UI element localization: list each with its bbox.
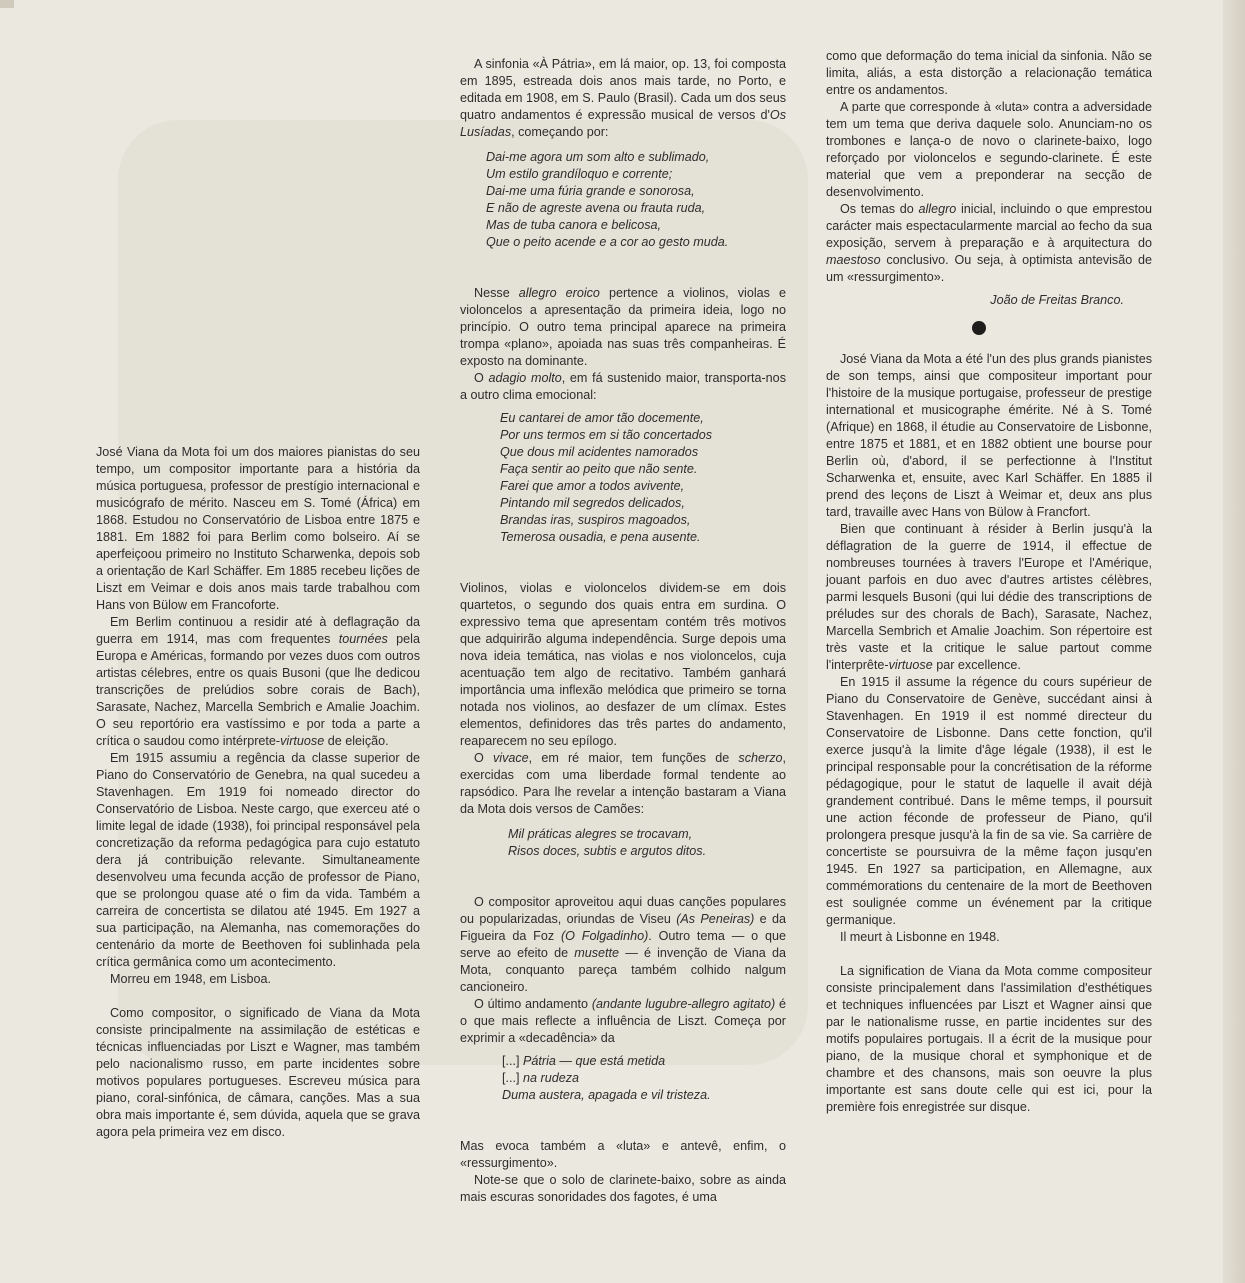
spacer xyxy=(460,1104,786,1138)
analysis-paragraph-3: Os temas do allegro inicial, incluindo o que emprestou carácter mais espectacularmente marcial ao fecho da sua exposição, servem à preparação e à arquitectura do maestoso conclusivo. Ou seja, à optimista antevisão de um «ressurgimento». xyxy=(826,202,1152,284)
verse-block-3 xyxy=(460,826,786,860)
verse-line: Por uns termos em si tão concertados xyxy=(500,428,713,442)
symphony-analysis-column xyxy=(460,56,786,1206)
symphony-paragraph-1: A sinfonia «À Pátria», em lá maior, op. 13, foi composta em 1895, estreada dois anos mais tarde, no Porto, e editada em 1908, em S. Paulo (Brasil). Cada um dos seus quatro andamentos é expressão musical de versos d'Os Lusíadas, começando por: xyxy=(460,57,786,139)
spacer xyxy=(460,141,786,149)
spacer xyxy=(460,818,786,826)
analysis-paragraph-1: como que deformação do tema inicial da sinfonia. Não se limita, aliás, a esta distorção a relacionação temática entre os andamentos. xyxy=(826,49,1152,97)
french-paragraph-4: Il meurt à Lisbonne en 1948. xyxy=(840,930,1000,944)
page-edge-shadow xyxy=(1223,0,1245,1283)
analysis-paragraph-2: A parte que corresponde à «luta» contra a adversidade tem um tema que deriva daquele solo. Anunciam-no os trombones e lança-o de novo o clarinete-baixo, logo reforçado por violoncelos e segundo-clarinete. É este material que vem a preponderar na secção de desenvolvimento. xyxy=(826,100,1152,199)
verse-line: Risos doces, subtis e argutos ditos. xyxy=(508,844,707,858)
french-paragraph-3: En 1915 il assume la régence du cours supérieur de Piano du Conservatoire de Genève, succédant ainsi à Stavenhagen. En 1919 il est nommé directeur du Conservatoire de Lisbonne. Dans cette fonction, qu'il exerce jusqu'à la limite d'âge légale (1938), il est le principal responsable pour la concrétisation de la réforme pédagogique, pour le statut de laquelle il avait déjà grandement contribué. Dans le même temps, il poursuit une action féconde de professeur de Piano, qu'il prolongera presque jusqu'à la fin de sa vie. Sa carrière de concertiste se poursuivra de la même façon jusqu'en 1945. En 1927 sa participation, en Allemagne, aux commémorations du centenaire de la mort de Beethoven est soulignée comme un événement par la critique germanique. xyxy=(826,675,1152,927)
bio-paragraph-5: Como compositor, o significado de Viana da Mota consiste principalmente na assimilação de estéticas e técnicas influenciadas por Liszt e Wagner, mas também pelo nacionalismo russo, em parte incidentes sobre motivos populares portugueses. Escreveu música para piano, coral-sinfónica, de câmara, canções. Mas a sua obra mais importante é, sem dúvida, aquela que se grava agora pela primeira vez em disco. xyxy=(96,1006,420,1139)
verse-line: [...] Pátria — que está metida xyxy=(502,1054,666,1068)
verse-line: Que o peito acende e a cor ao gesto muda. xyxy=(486,235,729,249)
corner-mark xyxy=(0,0,14,8)
symphony-paragraph-9: Note-se que o solo de clarinete-baixo, sobre as ainda mais escuras sonoridades dos fagotes, é uma xyxy=(460,1173,786,1204)
french-paragraph-2: Bien que continuant à résider à Berlin jusqu'à la déflagration de la guerre de 1914, il effectue de nombreuses tournées à travers l'Europe et l'Amérique, jouant parfois en duo avec d'autres artistes célèbres, parmi lesquels Busoni (qui lui dédie des transcriptions de préludes sur des chorals de Bach), Sarasate, Nachez, Marcella Sembrich et Amalie Joachim. Son répertoire est très vaste et la critique le salue partout comme l'interprête-virtuose par excellence. xyxy=(826,522,1152,672)
verse-line: Faça sentir ao peito que não sente. xyxy=(500,462,698,476)
portuguese-biography-column xyxy=(96,444,420,1141)
verse-line: Brandas iras, suspiros magoados, xyxy=(500,513,691,527)
verse-line: [...] na rudeza xyxy=(502,1071,580,1085)
french-paragraph-5: La signification de Viana da Mota comme compositeur consiste principalement dans l'assimilation d'esthétiques et techniques influencées par Liszt et Wagner ainsi que par le nationalisme russe, en partie incidentes sur des motifs populaires portugais. Il a écrit de la musique pour piano, de la musique choral et symphonique et de chambre et des chansons, mais son oeuvre la plus importante est sans doute celle qui est ici, pour la première fois enregistrée sur disque. xyxy=(826,964,1152,1114)
bio-paragraph-1: José Viana da Mota foi um dos maiores pianistas do seu tempo, um compositor importante para a história da música portuguesa, professor de prestígio internacional e musicógrafo de mérito. Nasceu em S. Tomé (África) em 1868. Estudou no Conservatório de Lisboa entre 1875 e 1881. Em 1882 foi para Berlim como bolseiro. Aí se aperfeiçoou primeiro no Instituto Scharwenka, depois sob a orientação de Karl Schäffer. Em 1885 recebeu lições de Liszt em Veimar e dois anos mais tarde trabalhou com Hans von Bülow em Francoforte. xyxy=(96,445,420,612)
symphony-paragraph-5: O vivace, em ré maior, tem funções de scherzo, exercidas com uma liberdade formal tendente ao rapsódico. Para lhe revelar a intenção bastaram a Viana da Mota dois versos de Camões: xyxy=(460,751,787,816)
verse-block-2 xyxy=(460,410,786,546)
spacer xyxy=(460,546,786,580)
continuation-and-french-column xyxy=(826,48,1152,1116)
verse-line: Eu cantarei de amor tão docemente, xyxy=(500,411,704,425)
spacer xyxy=(96,988,420,1005)
verse-line: Mil práticas alegres se trocavam, xyxy=(508,827,693,841)
bio-paragraph-4: Morreu em 1948, em Lisboa. xyxy=(110,972,272,986)
french-paragraph-1: José Viana da Mota a été l'un des plus grands pianistes de son temps, ainsi que compositeur important pour l'histoire de la musique portugaise, professeur de prestige international et musicographe émérite. Né à S. Tomé (Afrique) en 1868, il étudie au Conservatoire de Lisbonne, entre 1875 et 1881, et en 1882 obtient une bourse pour Berlin où, d'abord, il se perfectionne à l'Institut Scharwenka et, ensuite, avec Karl Schäffer. En 1885 il prend des leçons de Liszt à Weimar et, deux ans plus tard, travaille avec Hans von Bülow à Francfort. xyxy=(826,352,1152,519)
symphony-paragraph-4: Violinos, violas e violoncelos dividem-se em dois quartetos, o segundo dos quais entra em surdina. O expressivo tema que apresentam contém três motivos que adquirirão alguma independência. Surge depois uma nova ideia temática, nas violas e nos violoncelos, cuja acentuação tem algo de recitativo. Também ganhará importância uma inflexão melódica que primeiro se torna notada nos violinos, ao desfazer de um clímax. Estes elementos, definidores das três partes do andamento, reaparecem no seu epílogo. xyxy=(460,581,786,748)
spacer xyxy=(460,860,786,894)
verse-block-1 xyxy=(460,149,786,251)
verse-line: Pintando mil segredos delicados, xyxy=(500,496,685,510)
symphony-paragraph-8: Mas evoca também a «luta» e antevê, enfim, o «ressurgimento». xyxy=(460,1139,786,1170)
bio-paragraph-3: Em 1915 assumiu a regência da classe superior de Piano do Conservatório de Genebra, na qual sucedeu a Stavenhagen. Em 1919 foi nomeado director do Conservatório de Lisboa. Neste cargo, que exerceu até o limite legal de idade (1938), foi principal responsável pela concretização da reforma pedagógica para cujo estatuto dera já contribuição relevante. Simultaneamente desenvolveu uma fecunda acção de professor de Piano, que se prolongou quase até o fim da vida. Também a carreira de concertista se dilatou até 1945. Em 1927 a sua participação, na Alemanha, nas comemorações do centenário da morte de Beethoven foi sublinhada pela crítica germânica como um acontecimento. xyxy=(96,751,420,969)
verse-line: E não de agreste avena ou frauta ruda, xyxy=(486,201,706,215)
verse-line: Temerosa ousadia, e pena ausente. xyxy=(500,530,701,544)
spacer xyxy=(826,335,1152,351)
verse-line: Que dous mil acidentes namorados xyxy=(500,445,699,459)
verse-line: Um estilo grandíloquo e corrente; xyxy=(486,167,673,181)
spacer xyxy=(460,251,786,285)
verse-line: Mas de tuba canora e belicosa, xyxy=(486,218,662,232)
verse-line: Duma austera, apagada e vil tristeza. xyxy=(502,1088,711,1102)
symphony-paragraph-6: O compositor aproveitou aqui duas canções populares ou popularizadas, oriundas de Viseu (As Peneiras) e da Figueira da Foz (O Folgadinho). Outro tema — o que serve ao efeito de musette — é invenção de Viana da Mota, conquanto pareça também colhido nalgum cancioneiro. xyxy=(460,895,787,994)
spacer xyxy=(826,946,1152,963)
symphony-paragraph-7: O último andamento (andante lugubre-allegro agitato) é o que mais reflecte a influência de Liszt. Começa por exprimir a «decadência» da xyxy=(460,997,786,1045)
symphony-paragraph-3: O adagio molto, em fá sustenido maior, transporta-nos a outro clima emocional: xyxy=(460,371,786,402)
verse-line: Dai-me uma fúria grande e sonorosa, xyxy=(486,184,695,198)
author-signature: João de Freitas Branco. xyxy=(990,293,1124,307)
verse-block-4 xyxy=(460,1053,786,1104)
verse-line: Dai-me agora um som alto e sublimado, xyxy=(486,150,710,164)
verse-line: Farei que amor a todos avivente, xyxy=(500,479,685,493)
symphony-paragraph-2: Nesse allegro eroico pertence a violinos, violas e violoncelos a apresentação da primeira ideia, logo no princípio. O outro tema principal aparece na primeira trompa «plano», apoiada nas suas três companheiras. É exposto na dominante. xyxy=(460,286,786,368)
section-divider-dot xyxy=(972,321,986,335)
bio-paragraph-2: Em Berlim continuou a residir até à deflagração da guerra em 1914, mas com frequentes tournées pela Europa e Américas, formando por vezes duos com outros artistas célebres, entre os quais Busoni (que lhe dedicou transcrições de prelúdios sobre corais de Bach), Sarasate, Nachez, Marcella Sembrich e Amalie Joachim. O seu reportório era vastíssimo e por toda a parte a crítica o saudou como intérprete-virtuose de eleição. xyxy=(96,615,420,748)
